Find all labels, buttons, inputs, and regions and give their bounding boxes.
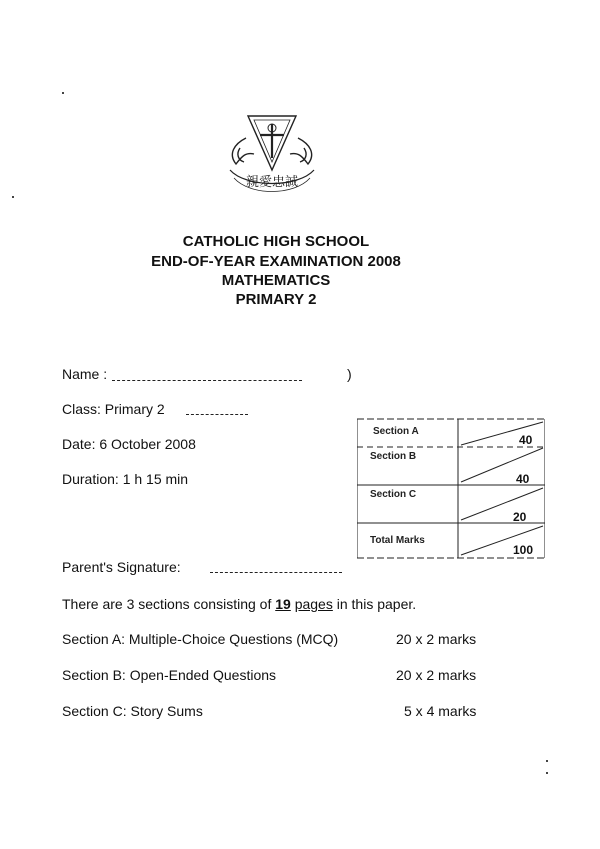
school-name: CATHOLIC HIGH SCHOOL <box>182 233 370 250</box>
scan-speck <box>546 760 548 762</box>
name-close-paren: ) <box>347 366 352 382</box>
section-a-label: Section A <box>373 426 419 437</box>
class-label: Class: Primary 2 <box>62 401 165 417</box>
section-b-marks: 40 <box>516 472 530 486</box>
pages-prefix: There are 3 sections consisting of <box>62 596 276 612</box>
name-label: Name : <box>62 366 108 382</box>
pages-info <box>62 596 416 612</box>
pages-count: 19 <box>275 596 291 612</box>
section-c-desc: Section C: Story Sums <box>62 703 203 719</box>
crest-motto: 親愛忠誠 <box>245 175 299 190</box>
name-field[interactable] <box>62 366 107 382</box>
signature-label: Parent's Signature: <box>62 559 181 575</box>
scan-speck <box>546 772 548 774</box>
scan-speck <box>62 92 64 94</box>
section-b-label: Section B <box>370 451 417 462</box>
section-c-allocation: 5 x 4 marks <box>404 703 477 719</box>
level-title: PRIMARY 2 <box>235 291 317 308</box>
exam-title: END-OF-YEAR EXAMINATION 2008 <box>151 253 401 270</box>
scan-speck <box>12 196 14 198</box>
section-b-desc: Section B: Open-Ended Questions <box>62 667 277 683</box>
total-marks-label: Total Marks <box>370 535 425 546</box>
section-c-label: Section C <box>370 489 417 500</box>
total-marks-value: 100 <box>513 543 534 557</box>
pages-suffix: in this paper. <box>332 596 417 612</box>
subject-title: MATHEMATICS <box>221 272 331 289</box>
signature-line[interactable] <box>210 572 342 573</box>
section-a-marks: 40 <box>519 433 533 447</box>
school-crest-logo <box>216 108 328 200</box>
date-label: Date: 6 October 2008 <box>62 436 196 452</box>
section-a-allocation: 20 x 2 marks <box>396 631 477 647</box>
section-a-desc: Section A: Multiple-Choice Questions (MCQ) <box>62 631 339 647</box>
class-line[interactable] <box>186 414 248 415</box>
section-b-allocation: 20 x 2 marks <box>396 667 477 683</box>
section-c-marks: 20 <box>513 510 527 524</box>
name-line <box>112 380 302 381</box>
duration-label: Duration: 1 h 15 min <box>62 471 189 487</box>
pages-word: pages <box>294 596 333 612</box>
